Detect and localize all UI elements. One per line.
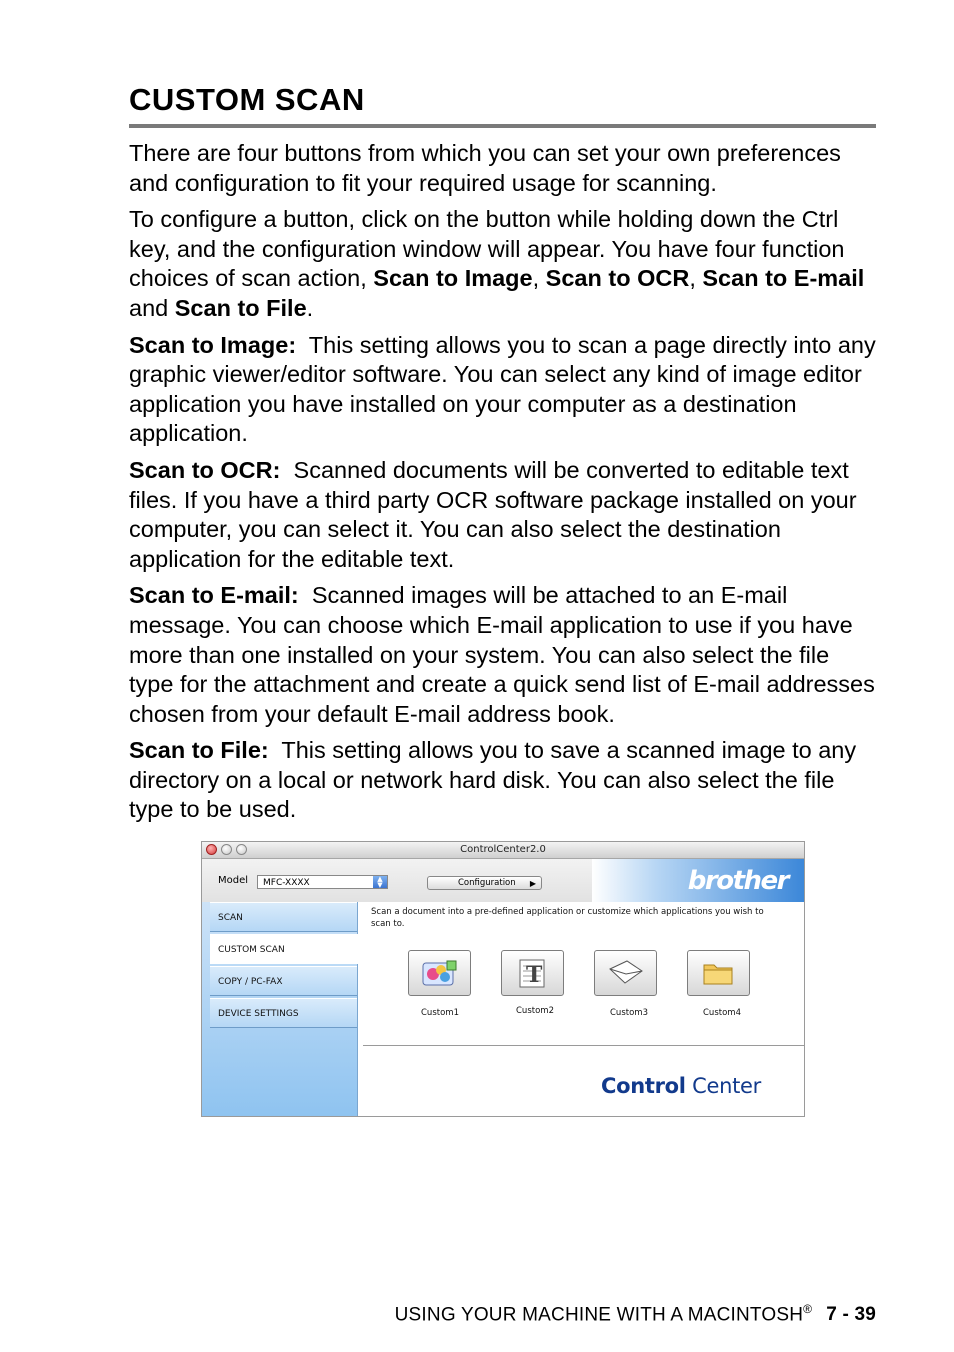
intro-text: To configure a button, click on the button while holding down the Ctrl key, and the configuration window will appear. You have four function choices of scan action, — [129, 206, 845, 292]
sidebar — [202, 902, 358, 1117]
logo-bold: Control — [601, 1074, 686, 1098]
tab-scan[interactable]: SCAN — [210, 902, 357, 932]
scan-to-image-term: Scan to Image — [373, 265, 533, 292]
section-scan-to-file — [129, 736, 876, 825]
page-footer — [395, 1302, 876, 1326]
image-icon — [421, 957, 459, 989]
and-text: and — [129, 294, 175, 321]
section-heading: Scan to OCR: — [129, 456, 281, 483]
title-rule — [129, 124, 876, 128]
section-heading: Scan to E-mail: — [129, 582, 299, 609]
ocr-text-icon — [514, 957, 552, 989]
scan-to-email-term: Scan to E-mail — [702, 265, 865, 292]
section-scan-to-email — [129, 581, 876, 729]
logo-regular: Center — [685, 1074, 761, 1098]
window-toolbar — [202, 859, 804, 902]
intro-paragraph-2 — [129, 205, 876, 323]
section-scan-to-image — [129, 331, 876, 449]
registered-mark: ® — [803, 1302, 813, 1316]
tab-device-settings[interactable]: DEVICE SETTINGS — [210, 998, 357, 1028]
tab-custom-scan[interactable]: CUSTOM SCAN — [210, 934, 358, 964]
brother-logo: brother — [687, 866, 788, 896]
folder-icon — [700, 957, 738, 989]
custom2-label: Custom2 — [516, 1006, 554, 1016]
envelope-icon — [607, 957, 645, 989]
section-text: Scanned images will be attached to an E-mail message. You can choose which E-mail application to use if you have more than one installed on your system. You can also select the file type for the attachment and create a quick send list of E-mail addresses chosen from your default E-mail address book. — [129, 582, 875, 727]
select-arrows-icon: ▲ ▼ — [373, 876, 387, 888]
brand-banner — [592, 859, 805, 902]
scan-to-file-term: Scan to File — [174, 294, 307, 321]
section-text: This setting allows you to save a scanned image to any directory on a local or network hard disk. You can also select the file type to be used. — [129, 737, 857, 823]
custom1-label: Custom1 — [421, 1008, 459, 1018]
model-select-value: MFC-XXXX — [263, 878, 310, 888]
configuration-button[interactable] — [427, 876, 542, 890]
scan-to-ocr-term: Scan to OCR — [545, 265, 690, 292]
page-number: 7 - 39 — [826, 1304, 876, 1326]
intro-paragraph-1: There are four buttons from which you can set your own preferences and configuration to fit your required usage for scanning. — [129, 140, 841, 196]
panel-description: Scan a document into a pre-defined application or customize which applications you wish to scan to. — [371, 907, 764, 929]
model-select[interactable] — [257, 875, 388, 889]
period: . — [306, 294, 314, 321]
tab-copy-pc-fax[interactable]: COPY / PC-FAX — [210, 966, 357, 996]
panel-divider — [363, 1045, 805, 1046]
custom3-label: Custom3 — [610, 1008, 648, 1018]
custom4-button[interactable] — [687, 950, 750, 996]
svg-text:T: T — [526, 962, 543, 988]
custom4-label: Custom4 — [703, 1008, 741, 1018]
window-title: ControlCenter2.0 — [460, 844, 546, 855]
section-heading: Scan to Image: — [129, 331, 297, 358]
custom2-button[interactable] — [501, 950, 564, 996]
body-text — [129, 139, 876, 832]
footer-text: USING YOUR MACHINE WITH A MACINTOSH — [394, 1304, 804, 1326]
play-triangle-icon: ▶ — [529, 879, 536, 888]
section-text: Scanned documents will be converted to editable text files. If you have a third party OCR software package installed on your computer, you can select it. You can also select the destination application for the editable text. — [129, 456, 857, 572]
custom3-button[interactable] — [594, 950, 657, 996]
controlcenter-logo — [601, 1074, 761, 1098]
custom1-button[interactable] — [408, 950, 471, 996]
separator: , — [689, 265, 703, 292]
configuration-label: Configuration — [458, 878, 516, 888]
controlcenter-window-screenshot — [201, 841, 805, 1117]
section-scan-to-ocr — [129, 456, 876, 574]
model-label: Model — [218, 875, 249, 886]
section-heading: Scan to File: — [129, 737, 269, 764]
separator: , — [532, 265, 546, 292]
section-text: This setting allows you to scan a page directly into any graphic viewer/editor software. You can select any kind of image editor application you have installed on your computer as a destination application. — [129, 331, 876, 447]
page-title: CUSTOM SCAN — [129, 82, 365, 117]
window-titlebar — [202, 842, 804, 859]
